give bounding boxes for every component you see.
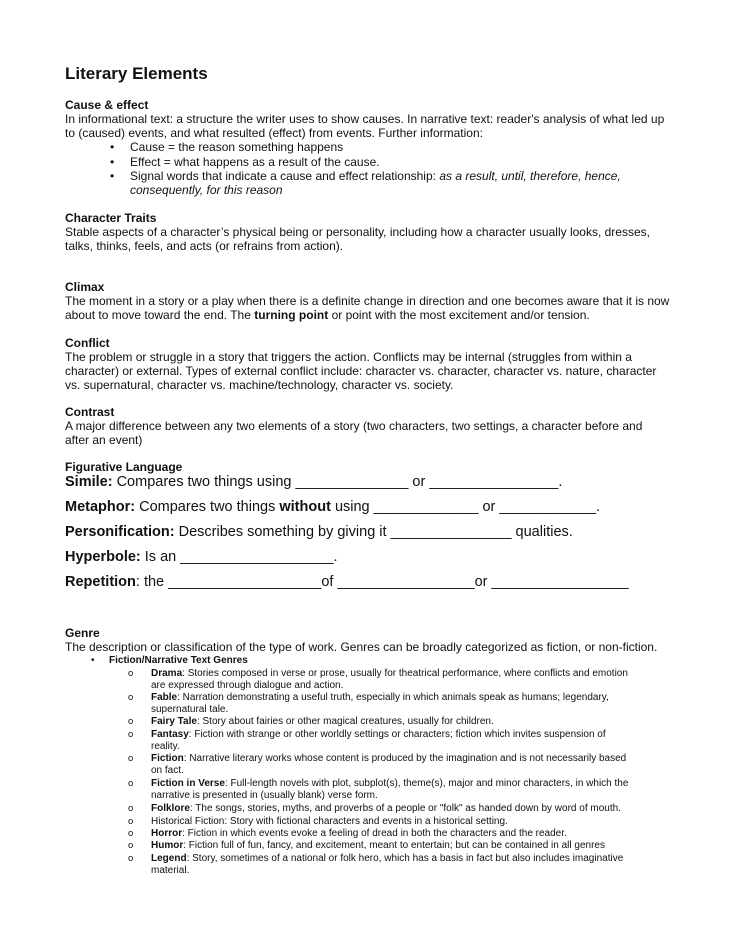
genre-definition: : Fiction full of fun, fancy, and excitement, meant to entertain; but can be contained in all genres xyxy=(183,840,605,851)
genre-term: Horror xyxy=(151,828,183,839)
circle-bullet-icon: o xyxy=(128,816,134,827)
contrast-line-2: after an event) xyxy=(65,433,143,447)
genre-definition: : Fiction in which events evoke a feeling of dread in both the characters and the reader. xyxy=(182,828,567,839)
genre-term: Folklore xyxy=(151,803,190,814)
contrast-line-1: A major difference between any two elements of a story (two characters, two settings, a character before and xyxy=(65,419,643,433)
genre-definition-continued: are expressed through dialogue and action. xyxy=(151,680,344,691)
climax-line-1: The moment in a story or a play when there is a definite change in direction and one becomes aware that it is now xyxy=(65,294,670,308)
metaphor-label: Metaphor: xyxy=(65,499,136,515)
genre-definition: : Full-length novels with plot, subplot(s), theme(s), major and minor characters, in which the xyxy=(224,778,629,789)
effect-bullet: Effect = what happens as a result of the cause. xyxy=(130,155,380,169)
genre-item xyxy=(151,828,567,840)
genre-item xyxy=(151,716,494,728)
genre-definition-continued: narrative is presented in (usually blank) verse form. xyxy=(151,790,378,801)
genre-item xyxy=(151,803,621,815)
signal-words-list: as a result, until, therefore, hence, xyxy=(439,169,621,183)
bullet-icon: • xyxy=(110,140,115,154)
hyperbole-line xyxy=(65,549,338,565)
genre-definition-continued: supernatural tale. xyxy=(151,704,229,715)
circle-bullet-icon: o xyxy=(128,692,134,703)
metaphor-without: without xyxy=(279,499,331,515)
genre-term: Humor xyxy=(151,840,184,851)
page-title: Literary Elements xyxy=(65,64,208,83)
conflict-line-3: vs. supernatural, character vs. machine/technology, character vs. society. xyxy=(65,378,454,392)
figurative-language-heading: Figurative Language xyxy=(65,460,183,474)
circle-bullet-icon: o xyxy=(128,753,134,764)
circle-bullet-icon: o xyxy=(128,729,134,740)
fiction-genres-subheading: Fiction/Narrative Text Genres xyxy=(109,655,248,666)
turning-point-term: turning point xyxy=(254,308,329,322)
circle-bullet-icon: o xyxy=(128,840,134,851)
character-traits-heading: Character Traits xyxy=(65,211,157,225)
genre-definition-continued: on fact. xyxy=(151,765,184,776)
genre-item xyxy=(151,668,628,680)
genre-definition: : The songs, stories, myths, and proverbs of a people or "folk" as handed down by word of mouth. xyxy=(189,803,621,814)
contrast-heading: Contrast xyxy=(65,405,115,419)
climax-heading: Climax xyxy=(65,280,105,294)
cause-effect-line-1: In informational text: a structure the writer uses to show causes. In narrative text: reader's analysis of what led up xyxy=(65,112,665,126)
cause-effect-heading: Cause & effect xyxy=(65,98,149,112)
simile-label: Simile: xyxy=(65,474,113,490)
genre-term: Fantasy xyxy=(151,729,189,740)
genre-definition: : Narration demonstrating a useful truth, especially in which animals speak as humans; legendary, xyxy=(177,692,609,703)
genre-term: Fiction xyxy=(151,753,184,764)
genre-description: The description or classification of the type of work. Genres can be broadly categorized as fiction, or non-fiction. xyxy=(65,640,658,654)
conflict-line-2: character) or external. Types of external conflict include: character vs. character, character vs. nature, character xyxy=(65,364,657,378)
character-traits-line-1: Stable aspects of a character’s physical being or personality, including how a character usually looks, dresses, xyxy=(65,225,650,239)
hyperbole-label: Hyperbole: xyxy=(65,549,141,565)
genre-item xyxy=(151,692,609,704)
genre-term: Fairy Tale xyxy=(151,716,197,727)
genre-term: Fiction in Verse xyxy=(151,778,225,789)
simile-text: Compares two things using ______________ or ________________. xyxy=(116,474,563,490)
genre-item xyxy=(151,816,508,828)
climax-line-2 xyxy=(65,308,590,322)
genre-item xyxy=(151,753,626,765)
genre-term: Legend xyxy=(151,853,187,864)
cause-bullet: Cause = the reason something happens xyxy=(130,140,344,154)
personification-text: Describes something by giving it _______________ qualities. xyxy=(178,524,573,540)
genre-definition-continued: material. xyxy=(151,865,190,876)
climax-line-2-pre: about to move toward the end. The xyxy=(65,308,251,322)
bullet-icon: • xyxy=(110,155,115,169)
genre-definition-continued: reality. xyxy=(151,741,180,752)
circle-bullet-icon: o xyxy=(128,778,134,789)
conflict-heading: Conflict xyxy=(65,336,110,350)
metaphor-post: using _____________ or ____________. xyxy=(334,499,601,515)
signal-words-label: Signal words that indicate a cause and effect relationship: xyxy=(130,169,436,183)
personification-line xyxy=(65,524,573,540)
circle-bullet-icon: o xyxy=(128,803,134,814)
repetition-text: : the ___________________of _________________or _________________ xyxy=(135,574,629,590)
metaphor-pre: Compares two things xyxy=(139,499,276,515)
genre-definition: : Story, sometimes of a national or folk hero, which has a basis in fact but also includes imaginative xyxy=(186,853,624,864)
metaphor-line xyxy=(65,499,600,515)
bullet-icon: • xyxy=(110,169,115,183)
circle-bullet-icon: o xyxy=(128,716,134,727)
repetition-label: Repetition xyxy=(65,574,136,590)
signal-words-continued: consequently, for this reason xyxy=(130,183,283,197)
genre-definition: : Stories composed in verse or prose, usually for theatrical performance, where conflicts and emotion xyxy=(182,668,628,679)
character-traits-line-2: talks, thinks, feels, and acts (or refrains from action). xyxy=(65,239,344,253)
conflict-line-1: The problem or struggle in a story that triggers the action. Conflicts may be internal (struggles from within a xyxy=(65,350,632,364)
genre-definition: : Fiction with strange or other worldly settings or characters; fiction which invites suspension of xyxy=(188,729,606,740)
circle-bullet-icon: o xyxy=(128,853,134,864)
circle-bullet-icon: o xyxy=(128,828,134,839)
circle-bullet-icon: o xyxy=(128,668,134,679)
genre-term: Fable xyxy=(151,692,178,703)
genre-item xyxy=(151,853,623,865)
bullet-icon: • xyxy=(91,655,95,666)
genre-definition: Historical Fiction: Story with fictional characters and events in a historical setting. xyxy=(151,816,508,827)
climax-line-2-post: or point with the most excitement and/or tension. xyxy=(331,308,590,322)
genre-definition: : Narrative literary works whose content is produced by the imagination and is not necessarily based xyxy=(183,753,627,764)
genre-definition: : Story about fairies or other magical creatures, usually for children. xyxy=(196,716,494,727)
genre-item xyxy=(151,840,605,852)
personification-label: Personification: xyxy=(65,524,175,540)
genre-item xyxy=(151,778,628,790)
signal-words-bullet xyxy=(130,169,621,183)
genre-term: Drama xyxy=(151,668,183,679)
hyperbole-text: Is an ___________________. xyxy=(144,549,338,565)
simile-line xyxy=(65,474,562,490)
repetition-line xyxy=(65,574,629,590)
genre-item xyxy=(151,729,606,741)
cause-effect-line-2: to (caused) events, and what resulted (effect) from events. Further information: xyxy=(65,126,483,140)
genre-heading: Genre xyxy=(65,626,100,640)
